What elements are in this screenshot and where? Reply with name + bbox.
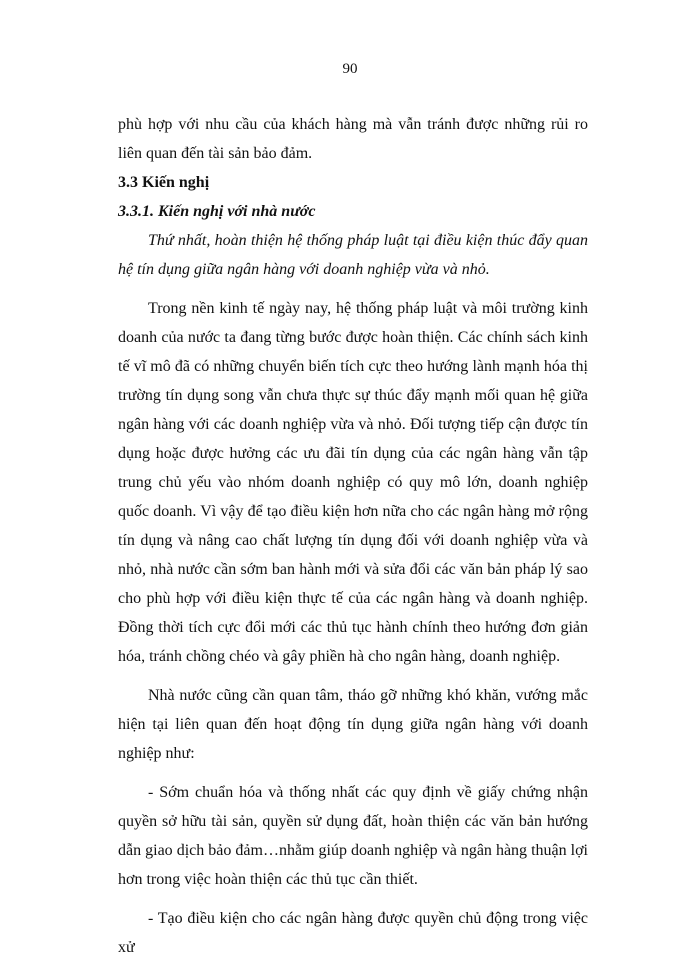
subsection-heading-3-3-1: 3.3.1. Kiến nghị với nhà nước <box>118 203 316 220</box>
bullet-bank-autonomy: - Tạo điều kiện cho các ngân hàng được quyền chủ động trong việc xử <box>118 910 588 956</box>
section-heading-3-3: 3.3 Kiến nghị <box>118 174 210 191</box>
document-body <box>118 110 588 962</box>
page-number: 90 <box>342 61 358 77</box>
paragraph-state-attention: Nhà nước cũng cần quan tâm, tháo gỡ những khó khăn, vướng mắc hiện tại liên quan đến hoạt động tín dụng giữa ngân hàng với doanh nghiệp như: <box>118 687 588 762</box>
bullet-standardize-certificates: - Sớm chuẩn hóa và thống nhất các quy định về giấy chứng nhận quyền sở hữu tài sản, quyền sử dụng đất, hoàn thiện các văn bản hướng dẫn giao dịch bảo đảm…nhằm giúp doanh nghiệp và ngân hàng thuận lợi hơn trong việc hoàn thiện các thủ tục cần thiết. <box>118 784 588 888</box>
paragraph-legal-system: Trong nền kinh tế ngày nay, hệ thống pháp luật và môi trường kinh doanh của nước ta đang từng bước được hoàn thiện. Các chính sách kinh tế vĩ mô đã có những chuyển biến tích cực theo hướng lành mạnh hóa thị trường tín dụng song vẫn chưa thực sự thúc đẩy mạnh mối quan hệ giữa ngân hàng với các doanh nghiệp vừa và nhỏ. Đối tượng tiếp cận được tín dụng hoặc được hưởng các ưu đãi tín dụng của các ngân hàng vẫn tập trung chủ yếu vào nhóm doanh nghiệp có quy mô lớn, doanh nghiệp quốc doanh. Vì vậy để tạo điều kiện hơn nữa cho các ngân hàng mở rộng tín dụng và nâng cao chất lượng tín dụng đối với doanh nghiệp vừa và nhỏ, nhà nước cần sớm ban hành mới và sửa đổi các văn bản pháp lý sao cho phù hợp với điều kiện thực tế của các ngân hàng và doanh nghiệp. Đồng thời tích cực đổi mới các thủ tục hành chính theo hướng đơn giản hóa, tránh chồng chéo và gây phiền hà cho ngân hàng, doanh nghiệp. <box>118 300 588 665</box>
paragraph-first-recommendation: Thứ nhất, hoàn thiện hệ thống pháp luật tại điều kiện thúc đẩy quan hệ tín dụng giữa ngân hàng với doanh nghiệp vừa và nhỏ. <box>118 232 588 278</box>
paragraph-continuation: phù hợp với nhu cầu của khách hàng mà vẫn tránh được những rủi ro liên quan đến tài sản bảo đảm. <box>118 116 588 162</box>
